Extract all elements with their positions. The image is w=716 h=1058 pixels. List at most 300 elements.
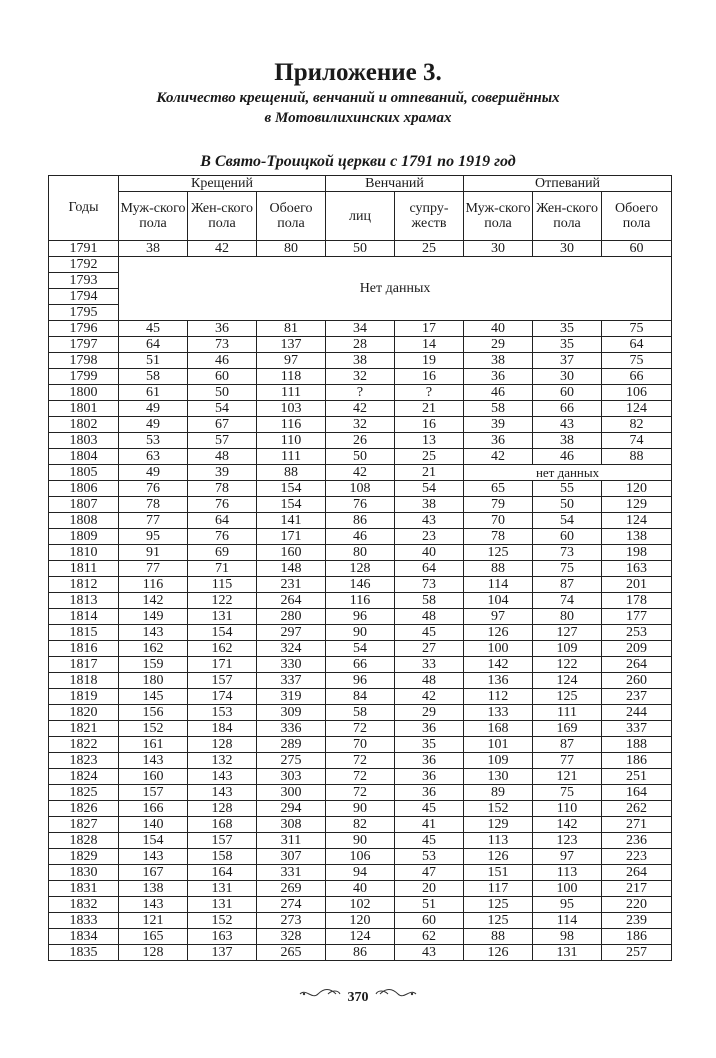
value-cell: 171 (188, 657, 257, 673)
value-cell: 29 (464, 337, 533, 353)
value-cell: 116 (326, 593, 395, 609)
year-cell: 1792 (49, 257, 119, 273)
table-row (49, 785, 672, 801)
value-cell: 164 (188, 865, 257, 881)
value-cell: 42 (188, 241, 257, 257)
table-row (49, 433, 672, 449)
value-cell: 142 (464, 657, 533, 673)
value-cell: 48 (188, 449, 257, 465)
value-cell: 49 (119, 401, 188, 417)
value-cell: 46 (188, 353, 257, 369)
header-funerals: Отпеваний (464, 176, 672, 192)
value-cell: 64 (119, 337, 188, 353)
value-cell: 46 (464, 385, 533, 401)
value-cell: 43 (533, 417, 602, 433)
year-cell: 1808 (49, 513, 119, 529)
funerals-no-data-cell: нет данных (464, 465, 672, 481)
value-cell: 131 (188, 609, 257, 625)
table-row (49, 625, 672, 641)
value-cell: 38 (395, 497, 464, 513)
value-cell: 63 (119, 449, 188, 465)
value-cell: 109 (533, 641, 602, 657)
value-cell: 90 (326, 801, 395, 817)
value-cell: 125 (533, 689, 602, 705)
value-cell: 72 (326, 721, 395, 737)
value-cell: 58 (395, 593, 464, 609)
table-row (49, 801, 672, 817)
value-cell: 122 (188, 593, 257, 609)
value-cell: 148 (257, 561, 326, 577)
value-cell: 275 (257, 753, 326, 769)
value-cell: 49 (119, 417, 188, 433)
value-cell: 330 (257, 657, 326, 673)
value-cell: 82 (326, 817, 395, 833)
table-row (49, 929, 672, 945)
value-cell: 152 (119, 721, 188, 737)
value-cell: 289 (257, 737, 326, 753)
value-cell: 231 (257, 577, 326, 593)
value-cell: 104 (464, 593, 533, 609)
value-cell: 319 (257, 689, 326, 705)
value-cell: 17 (395, 321, 464, 337)
value-cell: 307 (257, 849, 326, 865)
value-cell: 75 (533, 785, 602, 801)
value-cell: 111 (257, 449, 326, 465)
value-cell: 122 (533, 657, 602, 673)
value-cell: 96 (326, 673, 395, 689)
header-baptisms-male: Муж-ского пола (119, 192, 188, 241)
value-cell: 49 (119, 465, 188, 481)
value-cell: 36 (395, 785, 464, 801)
value-cell: 137 (188, 945, 257, 961)
header-weddings-persons: лиц (326, 192, 395, 241)
value-cell: 129 (602, 497, 672, 513)
value-cell: 87 (533, 737, 602, 753)
appendix-title: Приложение 3. (274, 59, 442, 86)
value-cell: 131 (188, 897, 257, 913)
table-row (49, 721, 672, 737)
value-cell: 113 (464, 833, 533, 849)
header-weddings-couples: супру-жеств (395, 192, 464, 241)
value-cell: 201 (602, 577, 672, 593)
page-header (0, 58, 716, 128)
value-cell: 75 (533, 561, 602, 577)
value-cell: 41 (395, 817, 464, 833)
value-cell: 337 (602, 721, 672, 737)
value-cell: 184 (188, 721, 257, 737)
value-cell: 39 (188, 465, 257, 481)
value-cell: 133 (464, 705, 533, 721)
value-cell: 95 (119, 529, 188, 545)
year-cell: 1827 (49, 817, 119, 833)
value-cell: 115 (188, 577, 257, 593)
value-cell: 48 (395, 673, 464, 689)
header-weddings: Венчаний (326, 176, 464, 192)
value-cell: 53 (119, 433, 188, 449)
value-cell: 142 (533, 817, 602, 833)
value-cell: 97 (257, 353, 326, 369)
value-cell: 152 (464, 801, 533, 817)
value-cell: 143 (188, 769, 257, 785)
value-cell: 86 (326, 513, 395, 529)
table-row (49, 337, 672, 353)
value-cell: 162 (119, 641, 188, 657)
value-cell: 168 (464, 721, 533, 737)
value-cell: 163 (188, 929, 257, 945)
year-cell: 1832 (49, 897, 119, 913)
value-cell: 297 (257, 625, 326, 641)
value-cell: 65 (464, 481, 533, 497)
value-cell: 91 (119, 545, 188, 561)
value-cell: 32 (326, 417, 395, 433)
value-cell: 97 (464, 609, 533, 625)
value-cell: 60 (533, 385, 602, 401)
header-funerals-male: Муж-ского пола (464, 192, 533, 241)
year-cell: 1821 (49, 721, 119, 737)
value-cell: 237 (602, 689, 672, 705)
value-cell: 60 (395, 913, 464, 929)
value-cell: 58 (119, 369, 188, 385)
header-baptisms-both: Обоего пола (257, 192, 326, 241)
value-cell: 264 (257, 593, 326, 609)
value-cell: 61 (119, 385, 188, 401)
value-cell: 167 (119, 865, 188, 881)
value-cell: 121 (119, 913, 188, 929)
value-cell: 157 (119, 785, 188, 801)
value-cell: 40 (395, 545, 464, 561)
value-cell: 86 (326, 945, 395, 961)
table-row (49, 577, 672, 593)
value-cell: 50 (326, 449, 395, 465)
value-cell: 88 (464, 561, 533, 577)
value-cell: 264 (602, 657, 672, 673)
value-cell: 21 (395, 401, 464, 417)
value-cell: 236 (602, 833, 672, 849)
value-cell: 13 (395, 433, 464, 449)
value-cell: 262 (602, 801, 672, 817)
year-cell: 1833 (49, 913, 119, 929)
value-cell: 82 (602, 417, 672, 433)
value-cell: 38 (533, 433, 602, 449)
value-cell: 124 (326, 929, 395, 945)
value-cell: 126 (464, 625, 533, 641)
value-cell: 75 (602, 353, 672, 369)
value-cell: 223 (602, 849, 672, 865)
value-cell: 136 (464, 673, 533, 689)
value-cell: 117 (464, 881, 533, 897)
value-cell: 35 (533, 321, 602, 337)
value-cell: 116 (119, 577, 188, 593)
value-cell: 36 (464, 433, 533, 449)
value-cell: 120 (326, 913, 395, 929)
value-cell: 54 (188, 401, 257, 417)
value-cell: 171 (257, 529, 326, 545)
value-cell: ? (395, 385, 464, 401)
value-cell: 35 (533, 337, 602, 353)
value-cell: 69 (188, 545, 257, 561)
table-row (49, 753, 672, 769)
year-cell: 1819 (49, 689, 119, 705)
table-row (49, 849, 672, 865)
value-cell: 73 (395, 577, 464, 593)
value-cell: 95 (533, 897, 602, 913)
value-cell: 106 (602, 385, 672, 401)
year-cell: 1830 (49, 865, 119, 881)
table-row (49, 657, 672, 673)
value-cell: 143 (119, 753, 188, 769)
value-cell: 45 (119, 321, 188, 337)
year-cell: 1825 (49, 785, 119, 801)
value-cell: 131 (188, 881, 257, 897)
value-cell: 84 (326, 689, 395, 705)
value-cell: 89 (464, 785, 533, 801)
value-cell: 54 (533, 513, 602, 529)
year-cell: 1815 (49, 625, 119, 641)
table-row (49, 641, 672, 657)
value-cell: 70 (326, 737, 395, 753)
year-cell: 1805 (49, 465, 119, 481)
value-cell: 42 (326, 465, 395, 481)
value-cell: 128 (188, 801, 257, 817)
value-cell: 337 (257, 673, 326, 689)
value-cell: 120 (602, 481, 672, 497)
year-cell: 1835 (49, 945, 119, 961)
value-cell: 188 (602, 737, 672, 753)
value-cell: 60 (533, 529, 602, 545)
value-cell: 25 (395, 241, 464, 257)
value-cell: 87 (533, 577, 602, 593)
value-cell: 34 (326, 321, 395, 337)
year-cell: 1809 (49, 529, 119, 545)
year-cell: 1795 (49, 305, 119, 321)
table-row (49, 609, 672, 625)
value-cell: 132 (188, 753, 257, 769)
year-cell: 1798 (49, 353, 119, 369)
value-cell: 76 (188, 529, 257, 545)
value-cell: 80 (326, 545, 395, 561)
value-cell: 50 (188, 385, 257, 401)
value-cell: 145 (119, 689, 188, 705)
left-ornament-icon (298, 987, 342, 1008)
header-baptisms: Крещений (119, 176, 326, 192)
value-cell: 271 (602, 817, 672, 833)
value-cell: 177 (602, 609, 672, 625)
value-cell: 146 (326, 577, 395, 593)
value-cell: 126 (464, 849, 533, 865)
value-cell: 78 (188, 481, 257, 497)
value-cell: 217 (602, 881, 672, 897)
table-row (49, 769, 672, 785)
value-cell: 33 (395, 657, 464, 673)
value-cell: 77 (119, 513, 188, 529)
value-cell: 42 (395, 689, 464, 705)
appendix-subtitle-line-2: в Мотовилихинских храмах (264, 110, 452, 126)
value-cell: 62 (395, 929, 464, 945)
page-number: 370 (347, 989, 369, 1005)
table-row (49, 369, 672, 385)
value-cell: 78 (119, 497, 188, 513)
year-cell: 1817 (49, 657, 119, 673)
value-cell: 36 (188, 321, 257, 337)
value-cell: 20 (395, 881, 464, 897)
value-cell: 40 (464, 321, 533, 337)
value-cell: 42 (326, 401, 395, 417)
value-cell: 43 (395, 513, 464, 529)
year-cell: 1824 (49, 769, 119, 785)
table-row (49, 241, 672, 257)
value-cell: 70 (464, 513, 533, 529)
year-cell: 1828 (49, 833, 119, 849)
value-cell: 36 (395, 753, 464, 769)
value-cell: 76 (326, 497, 395, 513)
value-cell: 38 (326, 353, 395, 369)
value-cell: 38 (119, 241, 188, 257)
value-cell: 45 (395, 833, 464, 849)
value-cell: 101 (464, 737, 533, 753)
value-cell: 21 (395, 465, 464, 481)
value-cell: 336 (257, 721, 326, 737)
value-cell: 125 (464, 897, 533, 913)
value-cell: 174 (188, 689, 257, 705)
value-cell: 138 (602, 529, 672, 545)
table-row (49, 833, 672, 849)
value-cell: 143 (119, 849, 188, 865)
value-cell: 78 (464, 529, 533, 545)
value-cell: 253 (602, 625, 672, 641)
value-cell: 79 (464, 497, 533, 513)
value-cell: 76 (119, 481, 188, 497)
value-cell: 72 (326, 785, 395, 801)
appendix-subtitle-line-1: Количество крещений, венчаний и отпеваний, совершённых (156, 90, 560, 106)
value-cell: 43 (395, 945, 464, 961)
records-table (48, 175, 672, 961)
value-cell: 112 (464, 689, 533, 705)
value-cell: 45 (395, 801, 464, 817)
value-cell: 186 (602, 753, 672, 769)
year-cell: 1793 (49, 273, 119, 289)
value-cell: 54 (395, 481, 464, 497)
value-cell: 80 (533, 609, 602, 625)
value-cell: 36 (395, 769, 464, 785)
value-cell: 64 (188, 513, 257, 529)
value-cell: 265 (257, 945, 326, 961)
value-cell: 220 (602, 897, 672, 913)
value-cell: 102 (326, 897, 395, 913)
value-cell: 35 (395, 737, 464, 753)
year-cell: 1800 (49, 385, 119, 401)
value-cell: 159 (119, 657, 188, 673)
value-cell: 60 (188, 369, 257, 385)
year-cell: 1794 (49, 289, 119, 305)
value-cell: 118 (257, 369, 326, 385)
value-cell: 29 (395, 705, 464, 721)
value-cell: 98 (533, 929, 602, 945)
value-cell: 39 (464, 417, 533, 433)
value-cell: 244 (602, 705, 672, 721)
value-cell: 125 (464, 913, 533, 929)
value-cell: 77 (119, 561, 188, 577)
year-cell: 1823 (49, 753, 119, 769)
value-cell: 100 (464, 641, 533, 657)
right-ornament-icon (374, 987, 418, 1008)
year-cell: 1822 (49, 737, 119, 753)
value-cell: 54 (326, 641, 395, 657)
header-years: Годы (49, 176, 119, 241)
table-row (49, 881, 672, 897)
value-cell: 163 (602, 561, 672, 577)
header-baptisms-female: Жен-ского пола (188, 192, 257, 241)
value-cell: 71 (188, 561, 257, 577)
value-cell: 121 (533, 769, 602, 785)
value-cell: 60 (602, 241, 672, 257)
year-cell: 1806 (49, 481, 119, 497)
year-cell: 1801 (49, 401, 119, 417)
value-cell: 126 (464, 945, 533, 961)
table-row (49, 913, 672, 929)
value-cell: 74 (602, 433, 672, 449)
page-footer (0, 987, 716, 1008)
value-cell: 162 (188, 641, 257, 657)
value-cell: 30 (533, 241, 602, 257)
value-cell: 142 (119, 593, 188, 609)
table-row (49, 465, 672, 481)
value-cell: 273 (257, 913, 326, 929)
value-cell: 88 (257, 465, 326, 481)
value-cell: 141 (257, 513, 326, 529)
value-cell: 168 (188, 817, 257, 833)
value-cell: 328 (257, 929, 326, 945)
header-funerals-female: Жен-ского пола (533, 192, 602, 241)
year-cell: 1796 (49, 321, 119, 337)
value-cell: 90 (326, 833, 395, 849)
value-cell: 257 (602, 945, 672, 961)
year-cell: 1811 (49, 561, 119, 577)
year-cell: 1834 (49, 929, 119, 945)
table-row (49, 561, 672, 577)
value-cell: 37 (533, 353, 602, 369)
value-cell: 72 (326, 753, 395, 769)
value-cell: 274 (257, 897, 326, 913)
value-cell: 154 (257, 481, 326, 497)
value-cell: 46 (326, 529, 395, 545)
table-body (49, 241, 672, 961)
value-cell: 154 (257, 497, 326, 513)
value-cell: 100 (533, 881, 602, 897)
table-row (49, 353, 672, 369)
value-cell: 169 (533, 721, 602, 737)
value-cell: 48 (395, 609, 464, 625)
value-cell: 47 (395, 865, 464, 881)
value-cell: 153 (188, 705, 257, 721)
value-cell: 57 (188, 433, 257, 449)
value-cell: 130 (464, 769, 533, 785)
value-cell: 239 (602, 913, 672, 929)
no-data-cell: Нет данных (119, 257, 672, 321)
value-cell: 143 (188, 785, 257, 801)
table-row (49, 737, 672, 753)
value-cell: 19 (395, 353, 464, 369)
year-cell: 1814 (49, 609, 119, 625)
value-cell: 260 (602, 673, 672, 689)
value-cell: 131 (533, 945, 602, 961)
table-row (49, 689, 672, 705)
table-row (49, 401, 672, 417)
value-cell: 160 (257, 545, 326, 561)
value-cell: 58 (464, 401, 533, 417)
value-cell: 114 (533, 913, 602, 929)
value-cell: 50 (326, 241, 395, 257)
value-cell: 74 (533, 593, 602, 609)
